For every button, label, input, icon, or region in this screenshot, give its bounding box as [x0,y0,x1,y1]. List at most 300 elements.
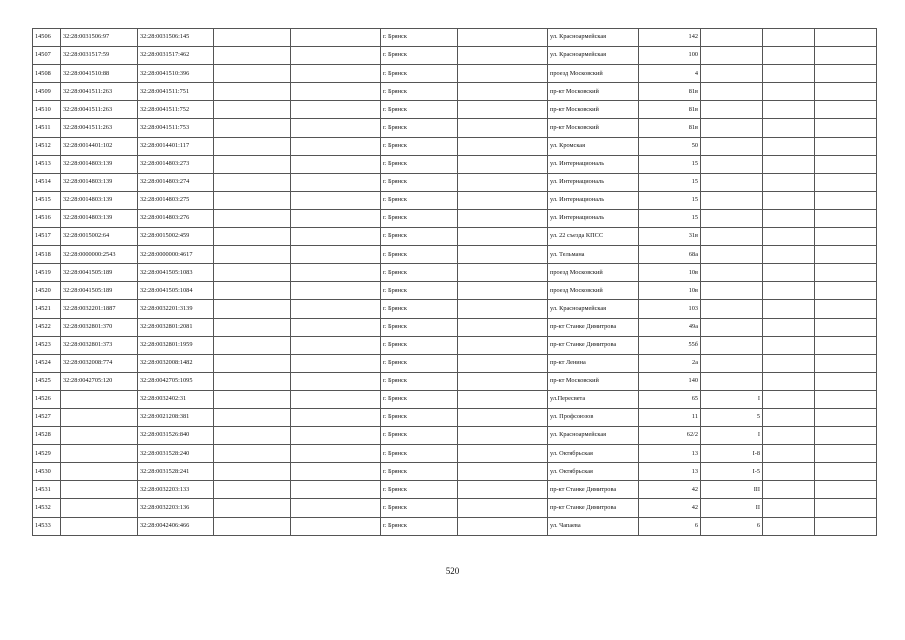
cell-cadastral-number: 32:28:0042406:466 [138,517,214,535]
cell-empty [458,427,548,445]
cell-parent-cadastral-number: 32:28:0032201:1887 [61,300,138,318]
cell-empty [458,137,548,155]
cell-street: ул. Кромская [548,137,639,155]
table-row [33,173,877,191]
cell-premises-number [701,282,763,300]
cell-house-number: 15 [639,155,701,173]
cell-empty [458,246,548,264]
cell-empty [815,47,877,65]
cell-empty [815,29,877,47]
cell-street: ул. Интернациональ [548,173,639,191]
cell-empty [214,119,291,137]
cell-empty [815,228,877,246]
cell-empty [458,155,548,173]
cell-empty [763,173,815,191]
cell-record-number: 14531 [33,481,61,499]
cell-empty [214,29,291,47]
cell-cadastral-number: 32:28:0014401:117 [138,137,214,155]
table-row [33,354,877,372]
cell-empty [763,445,815,463]
cell-house-number: 42 [639,481,701,499]
cell-record-number: 14526 [33,390,61,408]
cell-empty [458,119,548,137]
cell-house-number: 11 [639,408,701,426]
cell-house-number: 15 [639,209,701,227]
cell-parent-cadastral-number: 32:28:0041511:263 [61,101,138,119]
cell-empty [815,427,877,445]
cell-empty [291,65,381,83]
cell-cadastral-number: 32:28:0041505:1084 [138,282,214,300]
cell-premises-number: III [701,481,763,499]
cell-cadastral-number: 32:28:0041505:1083 [138,264,214,282]
cell-premises-number [701,264,763,282]
page-number: 520 [445,566,460,576]
cell-empty [291,228,381,246]
cell-empty [291,47,381,65]
cell-cadastral-number: 32:28:0041511:753 [138,119,214,137]
cell-parent-cadastral-number: 32:28:0014803:139 [61,209,138,227]
cell-empty [291,137,381,155]
cell-empty [458,228,548,246]
cell-cadastral-number: 32:28:0032402:31 [138,390,214,408]
cell-empty [291,354,381,372]
cell-parent-cadastral-number: 32:28:0032801:373 [61,336,138,354]
cell-empty [763,119,815,137]
cell-record-number: 14533 [33,517,61,535]
cell-empty [214,65,291,83]
cell-premises-number [701,372,763,390]
cell-parent-cadastral-number [61,499,138,517]
cell-street: пр-кт Станке Димитрова [548,336,639,354]
cell-empty [763,83,815,101]
cell-empty [291,119,381,137]
cell-empty [763,65,815,83]
cell-empty [458,354,548,372]
cell-empty [815,119,877,137]
cell-parent-cadastral-number [61,463,138,481]
cell-parent-cadastral-number: 32:28:0032801:370 [61,318,138,336]
cell-record-number: 14522 [33,318,61,336]
cell-cadastral-number: 32:28:0031506:145 [138,29,214,47]
cell-record-number: 14508 [33,65,61,83]
cell-street: ул. Интернациональ [548,191,639,209]
cell-cadastral-number: 32:28:0031526:840 [138,427,214,445]
cell-parent-cadastral-number [61,427,138,445]
cell-empty [214,300,291,318]
cell-city: г. Брянск [381,300,458,318]
cell-premises-number [701,246,763,264]
cell-empty [815,372,877,390]
cell-empty [763,209,815,227]
cell-empty [291,408,381,426]
cell-empty [458,408,548,426]
cell-street: проезд Московский [548,282,639,300]
cell-street: ул.Пересвета [548,390,639,408]
cell-empty [763,336,815,354]
cell-city: г. Брянск [381,264,458,282]
cell-street: пр-кт Московский [548,372,639,390]
cell-city: г. Брянск [381,481,458,499]
cell-empty [291,282,381,300]
cell-city: г. Брянск [381,354,458,372]
cell-street: ул. Чапаева [548,517,639,535]
cell-record-number: 14509 [33,83,61,101]
cell-empty [458,282,548,300]
cell-street: пр-кт Московский [548,83,639,101]
cell-cadastral-number: 32:28:0041511:751 [138,83,214,101]
cell-city: г. Брянск [381,445,458,463]
cell-empty [815,517,877,535]
cell-city: г. Брянск [381,517,458,535]
cell-cadastral-number: 32:28:0014803:275 [138,191,214,209]
cell-empty [815,264,877,282]
table-row [33,65,877,83]
cell-cadastral-number: 32:28:0014803:273 [138,155,214,173]
cell-street: ул. Красноармейская [548,427,639,445]
cell-empty [214,83,291,101]
cell-house-number: 68а [639,246,701,264]
cell-empty [815,173,877,191]
table-row [33,517,877,535]
cell-empty [291,191,381,209]
cell-empty [458,390,548,408]
cell-parent-cadastral-number [61,481,138,499]
cell-record-number: 14525 [33,372,61,390]
table-row [33,300,877,318]
cell-empty [458,318,548,336]
cell-empty [458,173,548,191]
cell-record-number: 14532 [33,499,61,517]
cell-empty [214,463,291,481]
cell-empty [291,300,381,318]
table-row [33,264,877,282]
cell-city: г. Брянск [381,119,458,137]
cell-street: ул. Профсоюзов [548,408,639,426]
cell-house-number: 10в [639,282,701,300]
cell-empty [458,29,548,47]
cell-premises-number [701,101,763,119]
cell-empty [214,318,291,336]
cell-empty [815,408,877,426]
cell-cadastral-number: 32:28:0031517:462 [138,47,214,65]
cell-house-number: 81в [639,119,701,137]
cell-cadastral-number: 32:28:0021208:381 [138,408,214,426]
cell-empty [214,336,291,354]
cell-empty [214,47,291,65]
cell-street: ул. Красноармейская [548,47,639,65]
table-row [33,101,877,119]
cell-cadastral-number: 32:28:0032203:133 [138,481,214,499]
cell-empty [214,481,291,499]
cell-record-number: 14529 [33,445,61,463]
table-row [33,481,877,499]
cell-house-number: 6 [639,517,701,535]
cell-city: г. Брянск [381,228,458,246]
cell-street: ул. Октябрьская [548,463,639,481]
table-row [33,29,877,47]
table-row [33,282,877,300]
cell-empty [458,191,548,209]
cell-premises-number [701,300,763,318]
cell-empty [458,463,548,481]
table-row [33,463,877,481]
cell-empty [815,137,877,155]
cell-cadastral-number: 32:28:0031528:241 [138,463,214,481]
cell-street: пр-кт Московский [548,119,639,137]
cell-cadastral-number: 32:28:0014803:274 [138,173,214,191]
cell-parent-cadastral-number [61,445,138,463]
cell-empty [763,29,815,47]
cell-record-number: 14506 [33,29,61,47]
cell-street: ул. Интернациональ [548,155,639,173]
cell-house-number: 50 [639,137,701,155]
cell-cadastral-number: 32:28:0032203:136 [138,499,214,517]
cell-house-number: 65 [639,390,701,408]
table-row [33,155,877,173]
table-row [33,228,877,246]
cell-street: пр-кт Станке Димитрова [548,481,639,499]
cell-city: г. Брянск [381,499,458,517]
cell-house-number: 31в [639,228,701,246]
cell-empty [214,282,291,300]
cell-record-number: 14513 [33,155,61,173]
cell-empty [815,318,877,336]
table-row [33,427,877,445]
cell-empty [214,445,291,463]
cell-empty [214,137,291,155]
table-row [33,499,877,517]
cell-premises-number [701,228,763,246]
table-row [33,191,877,209]
cell-empty [291,445,381,463]
cell-empty [815,65,877,83]
cell-empty [763,246,815,264]
table-row [33,137,877,155]
cell-city: г. Брянск [381,191,458,209]
cell-empty [214,427,291,445]
cell-record-number: 14523 [33,336,61,354]
cell-street: ул. Красноармейская [548,29,639,47]
cell-empty [214,209,291,227]
table-row [33,318,877,336]
cell-empty [291,264,381,282]
cell-empty [815,209,877,227]
cell-parent-cadastral-number: 32:28:0015002:64 [61,228,138,246]
cell-empty [763,463,815,481]
cell-premises-number [701,336,763,354]
cell-record-number: 14517 [33,228,61,246]
cell-parent-cadastral-number: 32:28:0041511:263 [61,83,138,101]
cell-city: г. Брянск [381,29,458,47]
cell-empty [458,264,548,282]
cell-premises-number [701,119,763,137]
cell-record-number: 14516 [33,209,61,227]
cell-premises-number [701,173,763,191]
cell-house-number: 62/2 [639,427,701,445]
cell-cadastral-number: 32:28:0000000:4617 [138,246,214,264]
cell-empty [214,228,291,246]
cell-empty [763,318,815,336]
cell-parent-cadastral-number: 32:28:0042705:120 [61,372,138,390]
cell-street: пр-кт Ленина [548,354,639,372]
cell-record-number: 14519 [33,264,61,282]
cell-empty [763,137,815,155]
cell-empty [214,408,291,426]
cell-parent-cadastral-number: 32:28:0014401:102 [61,137,138,155]
cell-empty [815,336,877,354]
cell-house-number: 10в [639,264,701,282]
cell-street: ул. Интернациональ [548,209,639,227]
cell-city: г. Брянск [381,155,458,173]
cell-empty [763,191,815,209]
table-row [33,336,877,354]
table-row [33,119,877,137]
cell-street: пр-кт Станке Димитрова [548,318,639,336]
cell-premises-number [701,191,763,209]
cell-record-number: 14515 [33,191,61,209]
cell-premises-number [701,318,763,336]
cell-empty [458,209,548,227]
registry-table [32,28,877,536]
cell-premises-number: I [701,427,763,445]
cell-house-number: 140 [639,372,701,390]
cell-parent-cadastral-number: 32:28:0041511:263 [61,119,138,137]
cell-city: г. Брянск [381,463,458,481]
cell-house-number: 15 [639,191,701,209]
cell-empty [763,228,815,246]
cell-empty [458,65,548,83]
cell-parent-cadastral-number: 32:28:0041510:88 [61,65,138,83]
cell-empty [458,372,548,390]
cell-empty [458,499,548,517]
cell-street: ул. Тельмана [548,246,639,264]
cell-parent-cadastral-number: 32:28:0041505:189 [61,282,138,300]
cell-empty [763,408,815,426]
cell-empty [291,101,381,119]
cell-city: г. Брянск [381,209,458,227]
cell-empty [291,372,381,390]
cell-premises-number [701,65,763,83]
cell-premises-number: II [701,499,763,517]
cell-house-number: 2а [639,354,701,372]
cell-record-number: 14512 [33,137,61,155]
cell-empty [815,390,877,408]
cell-empty [458,517,548,535]
cell-empty [291,246,381,264]
cell-empty [815,155,877,173]
cell-premises-number: 6 [701,517,763,535]
cell-empty [815,101,877,119]
cell-house-number: 13 [639,463,701,481]
cell-parent-cadastral-number [61,408,138,426]
cell-cadastral-number: 32:28:0014803:276 [138,209,214,227]
cell-empty [291,463,381,481]
cell-empty [291,427,381,445]
cell-empty [458,47,548,65]
table-row [33,209,877,227]
cell-empty [214,499,291,517]
cell-empty [763,155,815,173]
cell-empty [815,246,877,264]
cell-empty [291,336,381,354]
cell-empty [291,173,381,191]
cell-house-number: 42 [639,499,701,517]
cell-record-number: 14527 [33,408,61,426]
cell-city: г. Брянск [381,408,458,426]
cell-empty [214,264,291,282]
cell-record-number: 14507 [33,47,61,65]
cell-street: проезд Московский [548,264,639,282]
cell-empty [763,264,815,282]
cell-premises-number [701,155,763,173]
cell-empty [815,282,877,300]
cell-house-number: 100 [639,47,701,65]
cell-cadastral-number: 32:28:0032201:3139 [138,300,214,318]
cell-street: пр-кт Московский [548,101,639,119]
cell-house-number: 81в [639,101,701,119]
cell-empty [291,155,381,173]
cell-parent-cadastral-number: 32:28:0014803:139 [61,155,138,173]
cell-parent-cadastral-number: 32:28:0041505:189 [61,264,138,282]
cell-city: г. Брянск [381,372,458,390]
cell-empty [291,481,381,499]
cell-empty [291,83,381,101]
cell-empty [458,101,548,119]
cell-parent-cadastral-number: 32:28:0031506:97 [61,29,138,47]
cell-empty [763,354,815,372]
cell-record-number: 14520 [33,282,61,300]
cell-empty [291,318,381,336]
cell-empty [458,481,548,499]
cell-city: г. Брянск [381,65,458,83]
cell-house-number: 4 [639,65,701,83]
cell-empty [458,83,548,101]
cell-street: ул. Октябрьская [548,445,639,463]
cell-empty [214,191,291,209]
cell-parent-cadastral-number [61,390,138,408]
cell-record-number: 14518 [33,246,61,264]
cell-premises-number [701,29,763,47]
cell-empty [763,47,815,65]
cell-empty [214,517,291,535]
cell-city: г. Брянск [381,427,458,445]
cell-cadastral-number: 32:28:0032801:1959 [138,336,214,354]
cell-empty [763,101,815,119]
cell-record-number: 14514 [33,173,61,191]
table-row [33,390,877,408]
table-row [33,83,877,101]
registry-table-body [33,29,877,536]
cell-parent-cadastral-number: 32:28:0032008:774 [61,354,138,372]
table-row [33,47,877,65]
cell-parent-cadastral-number: 32:28:0031517:59 [61,47,138,65]
cell-empty [214,246,291,264]
cell-premises-number [701,83,763,101]
cell-empty [763,427,815,445]
cell-city: г. Брянск [381,336,458,354]
cell-street: проезд Московский [548,65,639,83]
cell-city: г. Брянск [381,47,458,65]
cell-empty [214,173,291,191]
cell-cadastral-number: 32:28:0031528:240 [138,445,214,463]
cell-record-number: 14528 [33,427,61,445]
cell-premises-number [701,137,763,155]
cell-empty [815,300,877,318]
cell-record-number: 14511 [33,119,61,137]
cell-record-number: 14530 [33,463,61,481]
cell-empty [763,372,815,390]
cell-empty [291,209,381,227]
